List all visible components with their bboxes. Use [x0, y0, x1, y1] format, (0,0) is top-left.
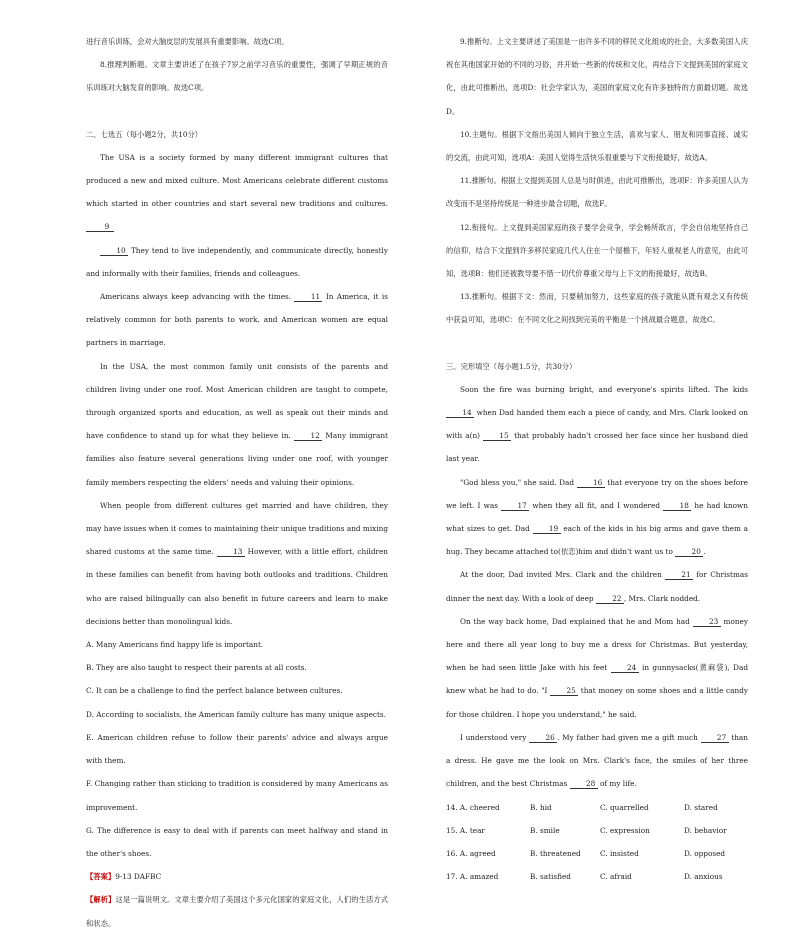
choice-14-b: B. hid: [530, 802, 552, 812]
blank-18: 18: [663, 501, 691, 511]
choice-14-a: 14. A. cheered: [446, 802, 500, 812]
option-b: B. They are also taught to respect their parents at all costs.: [86, 663, 307, 673]
analysis-line: 【解析】这是一篇说明文。文章主要介绍了美国这个多元化国家的家庭文化，人们的生活方式和状态。: [86, 895, 389, 928]
option-e: E. American children refuse to follow their parents' advice and always argue with them.: [86, 732, 388, 766]
choice-row-16: [446, 842, 748, 865]
choice-row-15: [446, 819, 748, 842]
choice-16-b: B. threatened: [530, 848, 581, 858]
choice-row-17: [446, 865, 748, 888]
passage-paragraph-4: In the USA, the most common family unit consists of the parents and children living under one roof. Most American children are taught to compete, through organized sports and education, as well as speak out their minds and have confidence to stand up for what they believe in. 12 Many immigrant families also feature several generations living under one roof, with younger family members respecting the elders' needs and valuing their opinions.: [86, 361, 388, 487]
option-c: C. It can be a challenge to find the perfect balance between cultures.: [86, 686, 343, 696]
passage-paragraph-5: When people from different cultures get married and have children, they may have issues when it comes to maintaining their unique traditions and mixing shared customs at the same time. 13 However, with a little effort, children in these families can benefit from having both outlooks and traditions. Children who are raised bilingually can also benefit in future careers and learn to make decisions better than monolingual kids.: [86, 500, 388, 626]
choice-14-c: C. quarrelled: [600, 802, 649, 812]
passage-paragraph-2: 10 They tend to live independently, and communicate directly, honestly and informally with their families, friends and colleagues.: [86, 245, 388, 278]
choice-15-d: D. behavior: [684, 825, 727, 835]
choice-15-c: C. expression: [600, 825, 650, 835]
choice-17-a: 17. A. amazed: [446, 872, 499, 882]
option-d: D. According to socialists, the American family culture has many unique aspects.: [86, 709, 386, 719]
blank-13: 13: [217, 547, 245, 557]
passage-paragraph-1: The USA is a society formed by many different immigrant cultures that produced a new and mixed culture. Most Americans celebrate different customs which started in other countries and start several new traditions and cultures. 9: [86, 152, 388, 232]
choice-16-d: D. opposed: [684, 848, 726, 858]
option-a: A. Many Americans find happy life is important.: [86, 640, 264, 650]
cloze-paragraph-3: At the door, Dad invited Mrs. Clark and the children 21 for Christmas dinner the next day. With a look of deep 22 , Mrs. Clark nodded.: [446, 570, 748, 603]
blank-17: 17: [501, 501, 529, 511]
choice-15-a: 15. A. tear: [446, 825, 485, 835]
spacer: [446, 332, 748, 355]
blank-21: 21: [665, 570, 693, 580]
answer-line: [86, 865, 388, 888]
choice-row-14: [446, 796, 748, 819]
option-f: F. Changing rather than sticking to tradition is considered by many Americans as improvement.: [86, 779, 388, 812]
choice-16-c: C. insisted: [600, 848, 639, 858]
choice-17-d: D. anxious: [684, 872, 723, 882]
cloze-paragraph-4: On the way back home, Dad explained that he and Mom had 23 money here and there all year long to buy me a dress for Christmas. But yesterday, when he had seen little Jake with his feet 24 in gunnysacks(黄麻袋), Dad knew what he had to do. "I 25 that money on some shoes and a little candy for those children. I hope you understand," he said.: [446, 616, 748, 719]
blank-25: 25: [550, 686, 578, 696]
explanation-7: 进行音乐训练，会对大脑皮层的发展具有重要影响。故选C项。: [86, 37, 289, 46]
answer-tag: 【答案】: [86, 872, 116, 882]
blank-9: 9: [86, 222, 114, 232]
option-g: G. The difference is easy to deal with if parents can meet halfway and stand in the other's shoes.: [86, 825, 388, 858]
choice-15-b: B. smile: [530, 825, 560, 835]
left-column: [86, 30, 388, 935]
section-heading-cloze: 三、完形填空（每小题1.5分，共30分）: [446, 361, 577, 371]
passage-paragraph-3: Americans always keep advancing with the times. 11 In America, it is relatively common for both parents to work, and American women are equal partners in marriage.: [86, 292, 388, 348]
cloze-paragraph-2: "God bless you," she said. Dad 16 that everyone try on the shoes before we left. I was 17 when they all fit, and I wondered 18 he had known what sizes to get. Dad 19 each of the kids in his big arms and gave them a hug. They became attached to(依恋)him and didn't want us to 20 .: [446, 477, 748, 557]
explanation-11: 11.推断句。根据上文提到美国人总是与时俱进，由此可推断出，选项F：许多美国人认为改变而不是坚持传统是一种进步最合切题，故选F。: [446, 176, 748, 209]
blank-28: 28: [570, 779, 598, 789]
blank-22: 22: [596, 594, 624, 604]
answer-key: 9-13 DAFBC: [115, 872, 162, 882]
cloze-paragraph-1: Soon the fire was burning bright, and everyone's spirits lifted. The kids 14 when Dad handed them each a piece of candy, and Mrs. Clark looked on with a(n) 15 that probably hadn't crossed her face since her husband died last year.: [446, 384, 749, 464]
blank-26: 26: [529, 733, 557, 743]
blank-10: 10: [100, 246, 128, 256]
choice-16-a: 16. A. agreed: [446, 848, 496, 858]
choice-17-b: B. satisfied: [530, 872, 571, 882]
blank-15: 15: [483, 431, 511, 441]
blank-23: 23: [693, 617, 721, 627]
blank-12: 12: [294, 431, 322, 441]
explanation-13: 13.推断句。根据下文：然而，只要稍加努力，这些家庭的孩子就能从既有观念又有传统中获益可知，选项C：在不同文化之间找到完美的平衡是一个挑战最合题意，故选C。: [446, 292, 748, 325]
blank-14: 14: [446, 408, 474, 418]
spacer: [86, 100, 388, 123]
blank-27: 27: [701, 733, 729, 743]
explanation-9: 9.推断句。上文主要讲述了美国是一由许多不同的移民文化组成的社会，大多数美国人庆祝在其他国家开始的不同的习俗，并开始一些新的传统和文化，再结合下文提到美国的家庭文化，由此可推断出，选项D：社会学家认为，美国的家庭文化有许多独特的方面最切题。故选D。: [446, 37, 748, 116]
blank-19: 19: [533, 524, 561, 534]
right-column: [446, 30, 748, 888]
blank-11: 11: [294, 292, 322, 302]
section-heading-seven-choose-five: 二、七选五（每小题2分，共10分）: [86, 129, 203, 139]
blank-24: 24: [611, 663, 639, 673]
blank-16: 16: [577, 478, 605, 488]
choice-17-c: C. afraid: [600, 872, 632, 882]
explanation-8: 8.推理判断题。文章主要讲述了在孩子7岁之前学习音乐的重要性，强调了早期正规的音乐训练对大脑发育的影响。故选C项。: [86, 60, 388, 93]
explanation-12: 12.衔接句。上文提到美国家庭的孩子要学会竞争，学会畅所欲言，学会自信地坚持自己的信仰，结合下文提到许多移民家庭几代人住在一个屋檐下，年轻人重视老人的意见，由此可知，选项B：他们还被教导要不惜一切代价尊重父母与上下文的衔接最好，故选B。: [446, 222, 748, 279]
analysis-tag: 【解析】: [86, 895, 116, 905]
choice-14-d: D. stared: [684, 802, 718, 812]
explanation-10: 10.主题句。根据下文指出美国人倾向于独立生活，喜欢与家人、朋友和同事直接、诚实的交流，由此可知，选项A：美国人觉得生活快乐很重要与下文衔接最好，故选A。: [446, 129, 748, 163]
cloze-paragraph-5: I understood very 26 . My father had given me a gift much 27 than a dress. He gave me the look on Mrs. Clark's face, the smiles of her three children, and the best Christmas 28 of my life.: [446, 732, 748, 789]
blank-20: 20: [675, 547, 703, 557]
